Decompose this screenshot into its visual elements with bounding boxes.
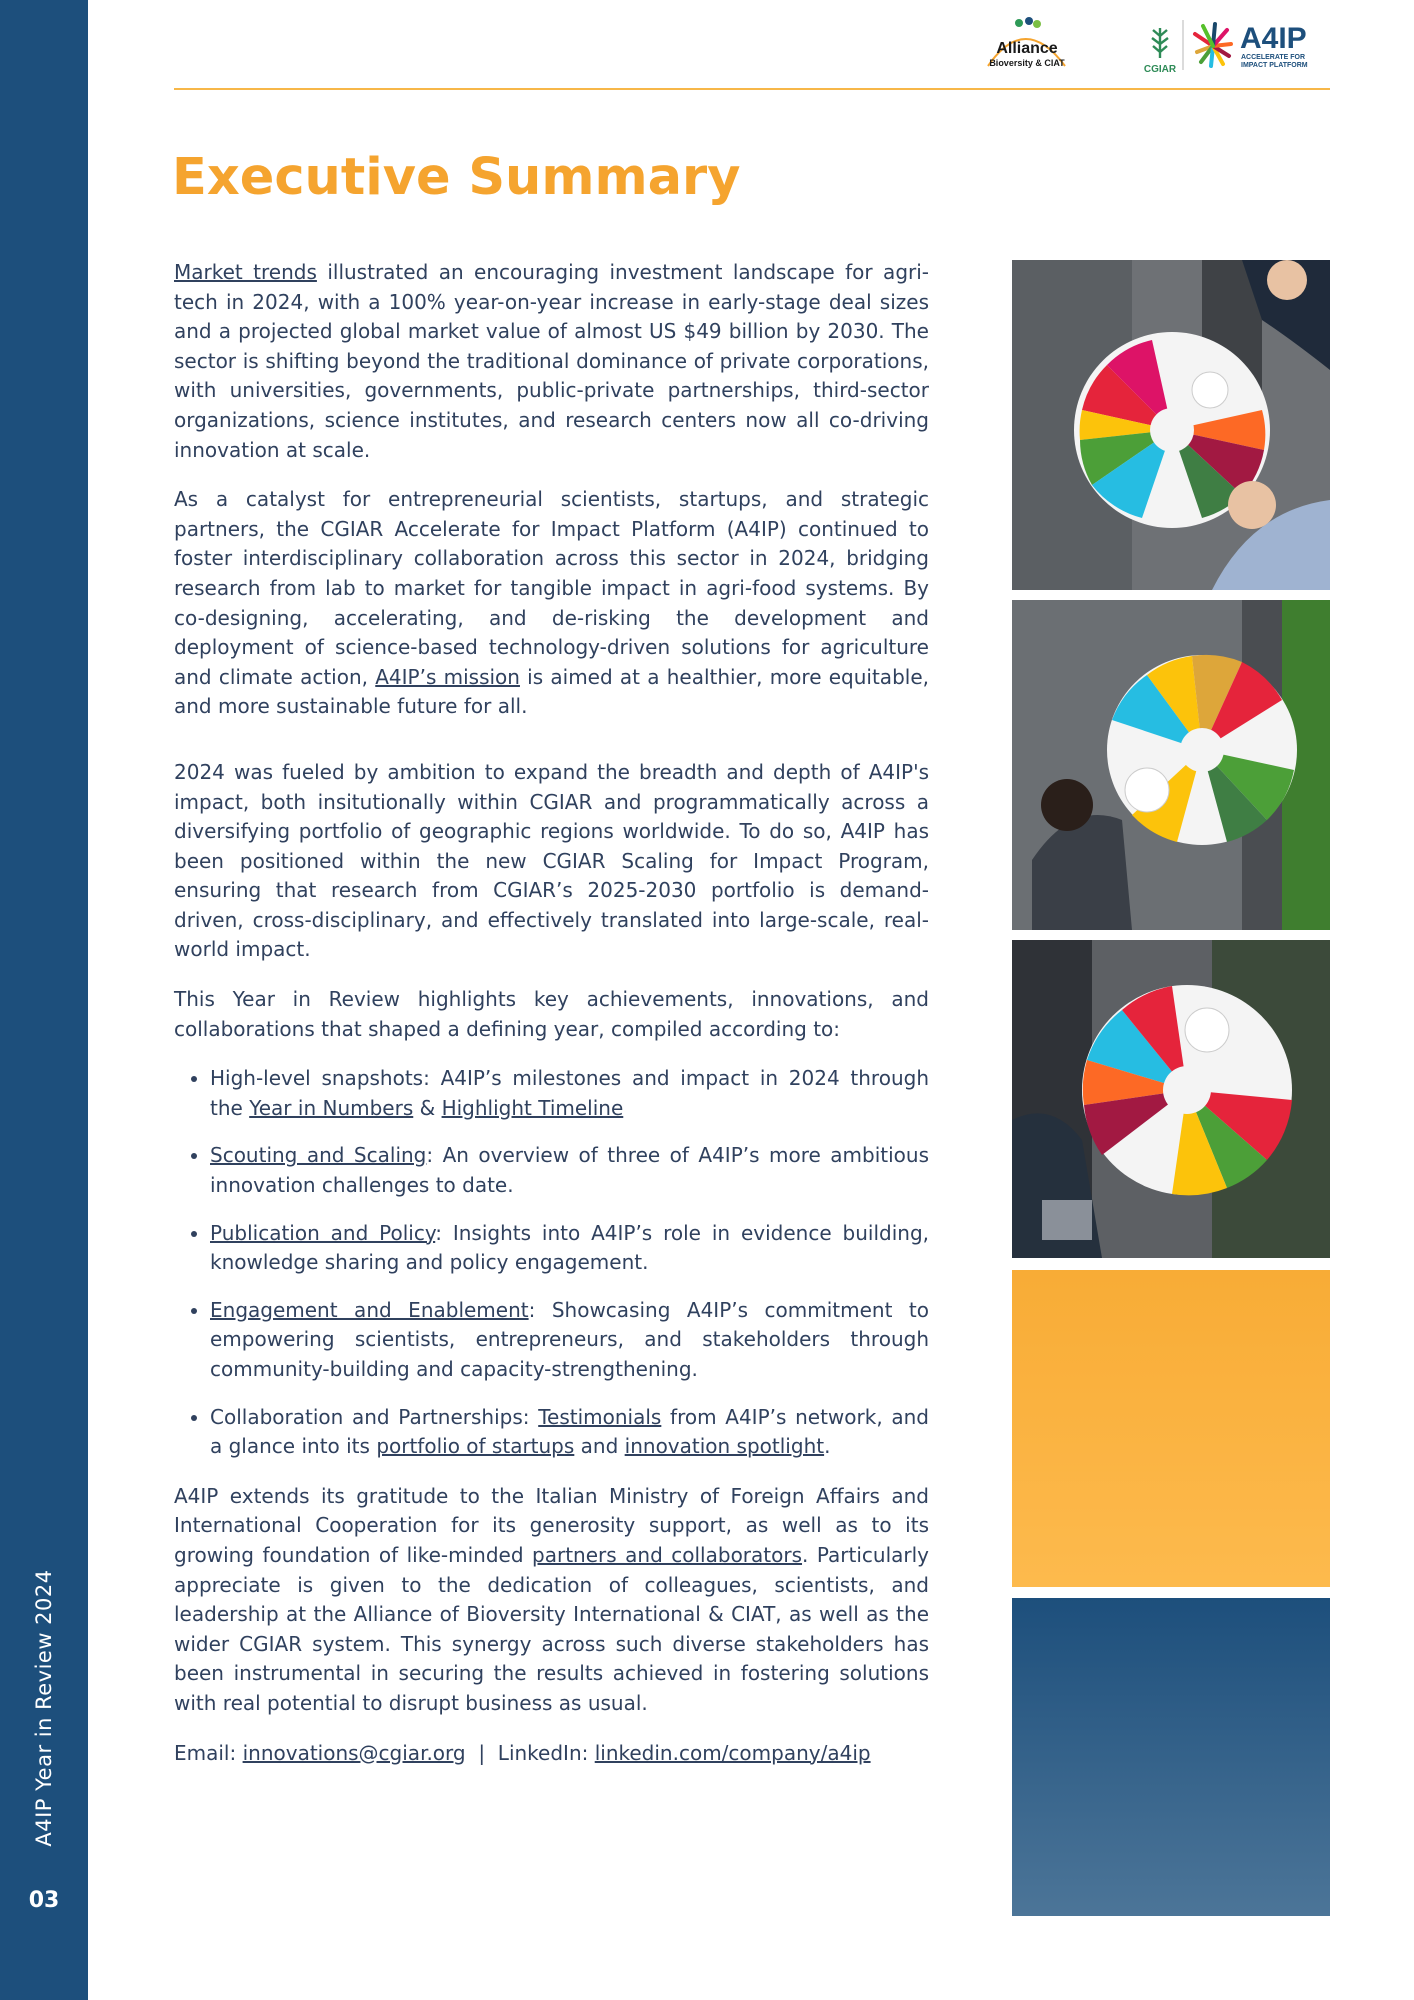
link-scouting-and-scaling[interactable]: Scouting and Scaling <box>210 1143 427 1168</box>
link-year-in-numbers[interactable]: Year in Numbers <box>249 1095 414 1120</box>
paragraph-gratitude <box>174 1482 929 1719</box>
paragraph-text: is aimed at a healthier, more equitable, and more sustainable future for all. <box>174 664 929 719</box>
link-innovation-spotlight[interactable]: innovation spotlight <box>624 1434 825 1459</box>
link-highlight-timeline[interactable]: Highlight Timeline <box>441 1095 624 1120</box>
list-item-text: : An overview of three of A4IP’s more ambitious innovation challenges to date. <box>210 1143 929 1198</box>
linkedin-label: LinkedIn: <box>497 1740 595 1765</box>
list-item <box>210 1403 929 1462</box>
alliance-logo <box>988 17 1065 68</box>
link-a4ip-mission[interactable]: A4IP’s mission <box>375 664 520 689</box>
partner-logos <box>985 14 1330 76</box>
link-partners-and-collaborators[interactable]: partners and collaborators <box>532 1542 803 1567</box>
linkedin-link[interactable]: linkedin.com/company/a4ip <box>594 1740 871 1765</box>
list-item-text: High-level snapshots: A4IP’s milestones and impact in 2024 through the <box>210 1066 929 1120</box>
a4ip-tagline-2: IMPACT PLATFORM <box>1241 62 1308 69</box>
paragraph-text: illustrated an encouraging investment landscape for agri-tech in 2024, with a 100% year-on-year increase in early-stage deal sizes and a projected global market value of almost US $49 billion by 2030. The sector is shifting beyond the traditional dominance of private corporations, with universities, governments, public-private partnerships, third-sector organizations, science institutes, and research centers now all co-driving innovation at scale. <box>174 260 930 462</box>
paragraph-market-trends <box>174 258 929 465</box>
link-testimonials[interactable]: Testimonials <box>538 1404 662 1429</box>
document-title-vertical: A4IP Year in Review 2024 <box>32 1569 56 1847</box>
paragraph-text: A4IP extends its gratitude to the Italian Ministry of Foreign Affairs and International Cooperation for its generosity support, as well as to its growing foundation of like-minded <box>174 1483 929 1567</box>
list-item-text: : Insights into A4IP’s role in evidence building, knowledge sharing and policy engagement. <box>210 1220 929 1275</box>
a4ip-logo <box>1195 22 1308 69</box>
cgiar-wheat-icon <box>1152 28 1168 58</box>
contact-line <box>174 1739 929 1769</box>
list-item <box>210 1296 929 1385</box>
link-engagement-and-enablement[interactable]: Engagement and Enablement <box>210 1297 529 1322</box>
paragraph-text: . Particularly appreciate is given to the dedication of colleagues, scientists, and leadership at the Alliance of Bioversity International & CIAT, as well as the wider CGIAR system. This synergy across such diverse stakeholders has been instrumental in securing the results achieved in fostering solutions with real potential to disrupt business as usual. <box>174 1542 929 1715</box>
alliance-subname: Bioversity & CIAT <box>989 58 1065 68</box>
decorative-blue-block <box>1012 1598 1330 1916</box>
cgiar-logo <box>1144 28 1177 75</box>
list-item-text: Collaboration and Partnerships: <box>210 1404 539 1429</box>
link-publication-and-policy[interactable]: Publication and Policy <box>210 1220 436 1245</box>
event-photo-2 <box>1012 600 1330 930</box>
highlights-list <box>174 1064 929 1462</box>
alliance-leaf-icon <box>1015 19 1023 27</box>
list-item-text: from A4IP’s network, and a glance into its <box>210 1404 929 1459</box>
link-market-trends[interactable]: Market trends <box>174 260 317 284</box>
list-item-text: . <box>824 1434 831 1459</box>
sidebar <box>0 0 88 2000</box>
cgiar-label: CGIAR <box>1143 64 1177 75</box>
decorative-orange-block <box>1012 1270 1330 1587</box>
alliance-name: Alliance <box>996 40 1058 57</box>
a4ip-wordmark: A4IP <box>1240 22 1307 55</box>
list-item <box>210 1064 929 1123</box>
list-item-text: : Showcasing A4IP’s commitment to empowering scientists, entrepreneurs, and stakeholders through community-building and capacity-strengthening. <box>210 1297 929 1381</box>
list-item-text: and <box>574 1434 625 1459</box>
a4ip-burst-icon <box>1195 24 1231 66</box>
event-photo-1 <box>1012 260 1330 590</box>
contact-separator: | <box>465 1740 498 1765</box>
email-label: Email: <box>174 1740 243 1765</box>
header-divider <box>174 88 1330 90</box>
paragraph-text: As a catalyst for entrepreneurial scientists, startups, and strategic partners, the CGIAR Accelerate for Impact Platform (A4IP) continued to foster interdisciplinary collaboration across this sector in 2024, bridging research from lab to market for tangible impact in agri-food systems. By co-designing, accelerating, and de-risking the development and deployment of science-based technology-driven solutions for agriculture and climate action, <box>174 487 929 689</box>
email-link[interactable]: innovations@cgiar.org <box>242 1740 466 1765</box>
list-item <box>210 1141 929 1200</box>
link-portfolio-of-startups[interactable]: portfolio of startups <box>376 1434 575 1459</box>
paragraph-ambition: 2024 was fueled by ambition to expand the breadth and depth of A4IP's impact, both insitutionally within CGIAR and programmatically across a diversifying portfolio of geographic regions worldwide. To do so, A4IP has been positioned within the new CGIAR Scaling for Impact Program, ensuring that research from CGIAR’s 2025-2030 portfolio is demand-driven, cross-disciplinary, and effectively translated into large-scale, real-world impact. <box>174 759 929 962</box>
event-photo-3 <box>1012 940 1330 1258</box>
page-number: 03 <box>28 1888 60 1913</box>
paragraph-catalyst <box>174 485 929 722</box>
a4ip-tagline-1: ACCELERATE FOR <box>1241 54 1306 61</box>
page-title: Executive Summary <box>172 148 741 207</box>
list-item-text: & <box>413 1095 442 1120</box>
executive-summary-body <box>174 258 929 1788</box>
list-item <box>210 1219 929 1278</box>
paragraph-highlights-intro: This Year in Review highlights key achievements, innovations, and collaborations that shaped a defining year, compiled according to: <box>174 987 929 1041</box>
